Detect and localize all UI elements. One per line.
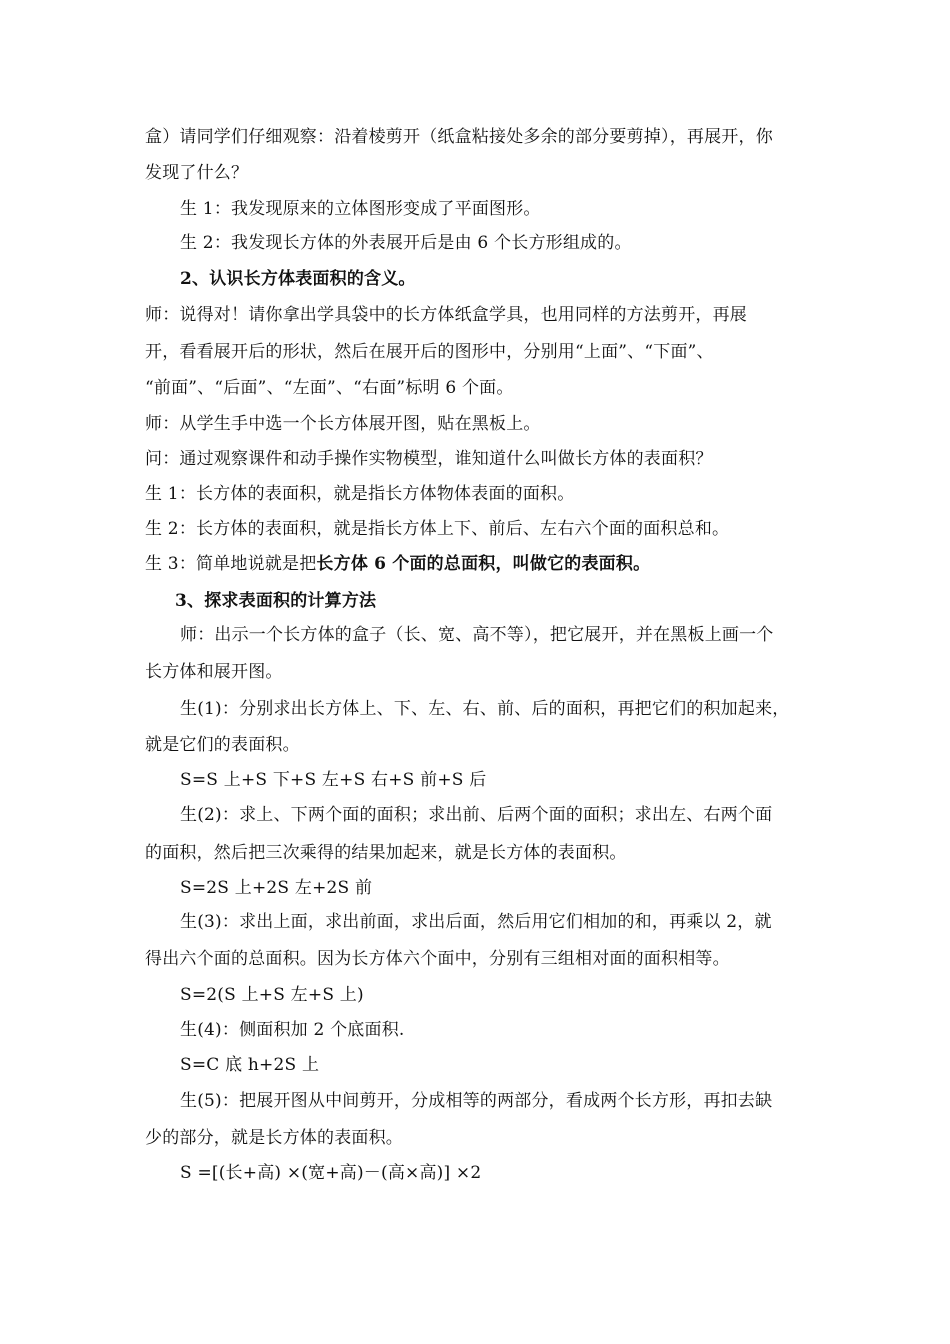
paragraph-line: 开，看看展开后的形状，然后在展开后的图形中，分别用“上面”、“下面”、 (145, 342, 714, 362)
formula-line: S =[(长+高) ×(宽+高)－(高×高)] ×2 (180, 1163, 482, 1183)
paragraph-line: 生(3)：求出上面，求出前面，求出后面，然后用它们相加的和，再乘以 2，就 (180, 912, 772, 932)
paragraph-line: 少的部分，就是长方体的表面积。 (145, 1128, 403, 1148)
paragraph-line: 生 1：长方体的表面积，就是指长方体物体表面的面积。 (145, 484, 575, 504)
paragraph-line: 的面积，然后把三次乘得的结果加起来，就是长方体的表面积。 (145, 843, 627, 863)
paragraph-line (145, 552, 650, 576)
paragraph-line: 得出六个面的总面积。因为长方体六个面中，分别有三组相对面的面积相等。 (145, 949, 730, 969)
formula-line: S=2(S 上+S 左+S 上) (180, 985, 364, 1005)
section-heading: 3、探求表面积的计算方法 (175, 591, 377, 611)
paragraph-line: “前面”、“后面”、“左面”、“右面”标明 6 个面。 (145, 378, 514, 398)
paragraph-line: 问：通过观察课件和动手操作实物模型，谁知道什么叫做长方体的表面积？ (145, 449, 713, 469)
paragraph-line: 师：说得对！请你拿出学具袋中的长方体纸盒学具，也用同样的方法剪开，再展 (145, 305, 747, 325)
formula-line: S=2S 上+2S 左+2S 前 (180, 878, 373, 898)
paragraph-line: 就是它们的表面积。 (145, 735, 300, 755)
paragraph-line: 生(1)：分别求出长方体上、下、左、右、前、后的面积，再把它们的积加起来， (180, 699, 790, 719)
formula-line: S=C 底 h+2S 上 (180, 1055, 320, 1075)
paragraph-line: 生(2)：求上、下两个面的面积；求出前、后两个面的面积；求出左、右两个面 (180, 805, 773, 825)
paragraph-line: 生 2：我发现长方体的外表展开后是由 6 个长方形组成的。 (180, 233, 632, 253)
paragraph-line: 生 2：长方体的表面积，就是指长方体上下、前后、左右六个面的面积总和。 (145, 519, 730, 539)
paragraph-line: 生(4)：侧面积加 2 个底面积. (180, 1020, 405, 1040)
paragraph-line: 发现了什么？ (145, 163, 249, 183)
line-text: 生 3：简单地说就是把 (145, 554, 317, 574)
formula-line: S=S 上+S 下+S 左+S 右+S 前+S 后 (180, 770, 487, 790)
section-heading: 2、认识长方体表面积的含义。 (180, 269, 416, 289)
paragraph-line: 师：从学生手中选一个长方体展开图，贴在黑板上。 (145, 414, 541, 434)
paragraph-line: 师：出示一个长方体的盒子（长、宽、高不等），把它展开，并在黑板上画一个 (180, 625, 774, 645)
paragraph-line: 生 1：我发现原来的立体图形变成了平面图形。 (180, 199, 541, 219)
paragraph-line: 生(5)：把展开图从中间剪开，分成相等的两部分，看成两个长方形，再扣去缺 (180, 1091, 773, 1111)
paragraph-line: 长方体和展开图。 (145, 662, 283, 682)
paragraph-line: 盒）请同学们仔细观察：沿着棱剪开（纸盒粘接处多余的部分要剪掉），再展开，你 (145, 127, 773, 147)
emphasis-text: 长方体 6 个面的总面积，叫做它的表面积。 (316, 554, 651, 574)
